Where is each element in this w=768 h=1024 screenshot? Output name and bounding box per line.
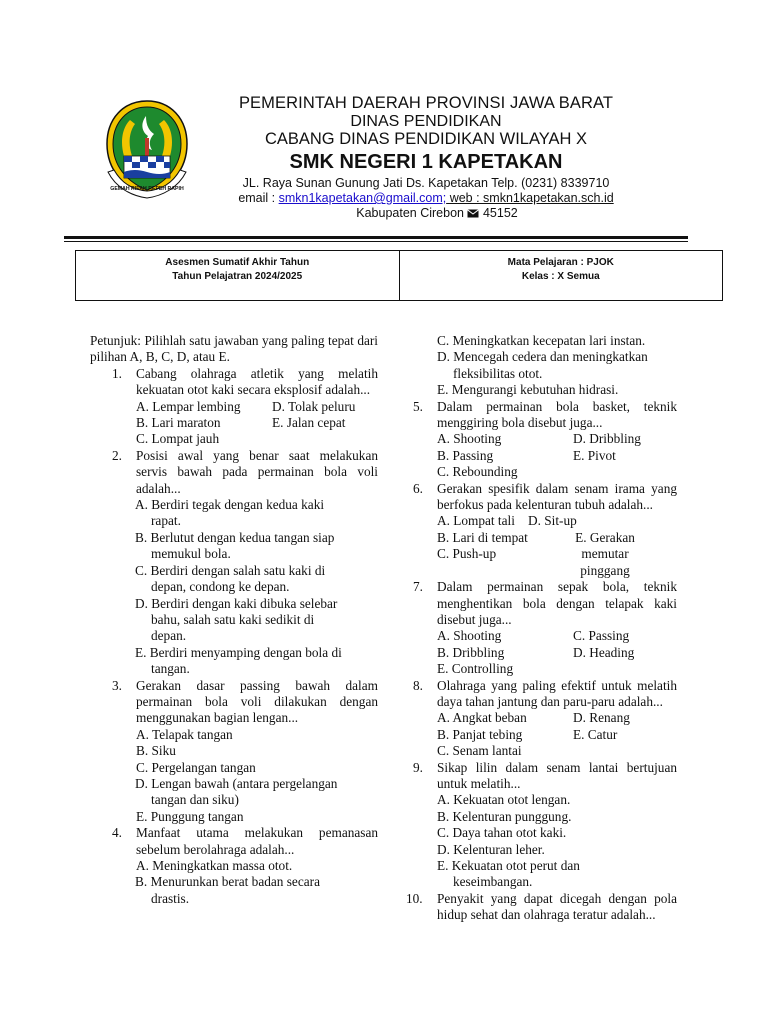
question-10 (389, 891, 677, 924)
header-rule-thin (64, 241, 688, 242)
option-a[interactable]: A. Kekuatan otot lengan. (437, 792, 571, 808)
questions-right-column (389, 333, 677, 924)
option-a[interactable]: A. Shooting (437, 628, 502, 644)
option-c[interactable]: C. Meningkatkan kecepatan lari instan. (437, 333, 646, 348)
option-row (389, 513, 677, 529)
question-number: 5. (413, 398, 423, 414)
city-name: Kabupaten Cirebon (356, 206, 464, 220)
exam-info-box (75, 250, 723, 301)
question-text: Sikap lilin dalam senam lantai bertujuan untuk melatih... (437, 759, 677, 791)
question-2 (90, 448, 378, 497)
option-b[interactable]: B. Dribbling (437, 644, 505, 660)
option-e[interactable]: E. Pivot (573, 447, 616, 463)
option-row (90, 399, 378, 415)
option-e[interactable]: E. Catur (573, 726, 618, 742)
option-d[interactable]: D. Berdiri dengan kaki dibuka selebar bahu, salah satu kaki sedikit di depan. (135, 595, 338, 644)
school-address: JL. Raya Sunan Gunung Jati Ds. Kapetakan Telp. (0231) 8339710 (242, 176, 610, 190)
question-number: 1. (112, 365, 122, 381)
option-b[interactable]: B. Berlutut dengan kedua tangan siap memukul bola. (135, 529, 335, 562)
question-1 (90, 366, 378, 399)
option-d[interactable]: D. Heading (573, 644, 635, 660)
question-text: Manfaat utama melakukan pemanasan sebelum berolahraga adalah... (136, 825, 378, 857)
option-a[interactable]: A. Meningkatkan massa otot. (136, 858, 293, 873)
option-a[interactable]: A. Angkat beban (437, 710, 527, 726)
web-link[interactable]: web : smkn1kapetakan.sch.id (446, 191, 614, 205)
exam-title: Asesmen Sumatif Akhir Tahun (165, 257, 310, 268)
question-7 (389, 579, 677, 628)
letterhead-line1: PEMERINTAH DAERAH PROVINSI JAWA BARAT (238, 94, 614, 112)
contact-line (196, 191, 656, 206)
question-number: 7. (413, 579, 423, 595)
option-b[interactable]: B. Lari maraton (136, 415, 221, 431)
question-text: Olahraga yang paling efektif untuk melatih daya tahan jantung dan paru-paru adalah... (437, 677, 677, 709)
question-number: 10. (406, 890, 423, 906)
option-row (389, 431, 677, 447)
postal-code: 45152 (482, 206, 518, 220)
option-row (389, 727, 677, 743)
option-d[interactable]: D. Renang (573, 710, 630, 726)
email-link[interactable]: smkn1kapetakan@gmail.com; (278, 191, 447, 205)
option-a[interactable]: A. Telapak tangan (136, 726, 233, 742)
question-4 (90, 825, 378, 858)
question-number: 2. (112, 447, 122, 463)
option-row (389, 645, 677, 661)
header-rule-thick (64, 236, 688, 239)
class: Kelas : X Semua (521, 271, 600, 282)
option-b[interactable]: B. Lari di tempat (437, 529, 528, 545)
letterhead-line3: CABANG DINAS PENDIDIKAN WILAYAH X (264, 130, 588, 148)
question-text: Gerakan dasar passing bawah dalam permainan bola voli dilakukan dengan menggunakan bagian lengan... (136, 677, 378, 726)
question-text: Dalam permainan bola basket, teknik menggiring bola disebut juga... (437, 398, 677, 431)
question-3 (90, 678, 378, 727)
city-line (196, 206, 656, 221)
question-text: Gerakan spesifik dalam senam irama yang berfokus pada kelenturan tubuh adalah... (437, 480, 677, 513)
option-e[interactable]: E. Punggung tangan (136, 808, 244, 824)
questions-left-column (90, 333, 378, 907)
exam-info-left (76, 251, 399, 300)
question-9 (389, 760, 677, 793)
letterhead-line2: DINAS PENDIDIKAN (350, 113, 502, 130)
logo-motto: GEMAH RIPAH REPEH RAPIH (110, 186, 184, 192)
question-number: 9. (413, 759, 423, 775)
option-b[interactable]: B. Panjat tebing (437, 726, 523, 742)
option-b[interactable]: B. Passing (437, 447, 494, 463)
option-c[interactable]: C. Push-up (437, 546, 497, 562)
option-e[interactable]: E. Gerakan memutar pinggang (575, 529, 635, 578)
exam-year: Tahun Pelajatran 2024/2025 (172, 271, 303, 282)
option-b[interactable]: B. Kelenturan punggung. (437, 808, 572, 824)
option-d[interactable]: D. Dribbling (573, 431, 641, 447)
option-e[interactable]: E. Kekuatan otot perut dan keseimbangan. (437, 858, 580, 890)
question-6 (389, 481, 677, 514)
letterhead (196, 94, 656, 221)
subject: Mata Pelajaran : PJOK (507, 257, 614, 268)
option-row (389, 628, 677, 644)
option-a[interactable]: A. Lompat tali (437, 513, 515, 529)
option-c[interactable]: C. Lompat jauh (136, 431, 220, 447)
exam-info-right (399, 251, 723, 300)
option-a[interactable]: A. Berdiri tegak dengan kedua kaki rapat. (135, 497, 325, 529)
instructions: Petunjuk: Pilihlah satu jawaban yang paling tepat dari pilihan A, B, C, D, atau E. (90, 333, 378, 365)
option-e[interactable]: E. Jalan cepat (272, 415, 346, 431)
option-c[interactable]: C. Rebounding (437, 464, 518, 480)
option-c[interactable]: C. Berdiri dengan salah satu kaki di depan, condong ke depan. (135, 562, 326, 595)
question-text: Dalam permainan sepak bola, teknik menghentikan bola dengan telapak kaki disebut juga... (437, 579, 677, 627)
question-text: Cabang olahraga atletik yang melatih kekuatan otot kaki secara eksplosif adalah... (136, 365, 378, 398)
question-number: 6. (413, 480, 423, 496)
option-row (389, 710, 677, 726)
option-e[interactable]: E. Mengurangi kebutuhan hidrasi. (437, 382, 619, 398)
option-row (389, 448, 677, 464)
question-text: Penyakit yang dapat dicegah dengan pola hidup sehat dan olahraga teratur adalah... (437, 890, 677, 923)
question-number: 4. (112, 825, 122, 841)
option-d[interactable]: D. Tolak peluru (272, 398, 356, 414)
option-a[interactable]: A. Shooting (437, 431, 502, 447)
option-d[interactable]: D. Lengan bawah (antara pergelangan tangan dan siku) (135, 775, 338, 808)
question-5 (389, 399, 677, 432)
option-a[interactable]: A. Lempar lembing (136, 398, 241, 414)
question-8 (389, 678, 677, 711)
option-d[interactable]: D. Mencegah cedera dan meningkatkan fleksibilitas otot. (437, 349, 648, 381)
question-text: Posisi awal yang benar saat melakukan servis bawah pada permainan bola voli adalah... (136, 447, 378, 496)
envelope-icon (467, 209, 479, 218)
school-name: SMK NEGERI 1 KAPETAKAN (289, 151, 563, 173)
option-c[interactable]: C. Daya tahan otot kaki. (437, 825, 567, 841)
option-e[interactable]: E. Berdiri menyamping dengan bola di tangan. (135, 644, 342, 677)
province-logo (102, 98, 192, 200)
option-c[interactable]: C. Pergelangan tangan (136, 759, 256, 775)
option-e[interactable]: E. Controlling (437, 661, 514, 677)
option-d[interactable]: D. Sit-up (528, 513, 577, 529)
option-row (389, 530, 677, 579)
option-c[interactable]: C. Passing (573, 628, 630, 644)
question-number: 3. (112, 677, 122, 693)
email-label: email : (238, 191, 279, 205)
option-d[interactable]: D. Kelenturan leher. (437, 841, 545, 857)
question-number: 8. (413, 677, 423, 693)
option-row (90, 415, 378, 431)
option-b[interactable]: B. Menurunkan berat badan secara drastis. (135, 874, 320, 906)
option-c[interactable]: C. Senam lantai (437, 743, 522, 759)
option-b[interactable]: B. Siku (136, 743, 176, 759)
